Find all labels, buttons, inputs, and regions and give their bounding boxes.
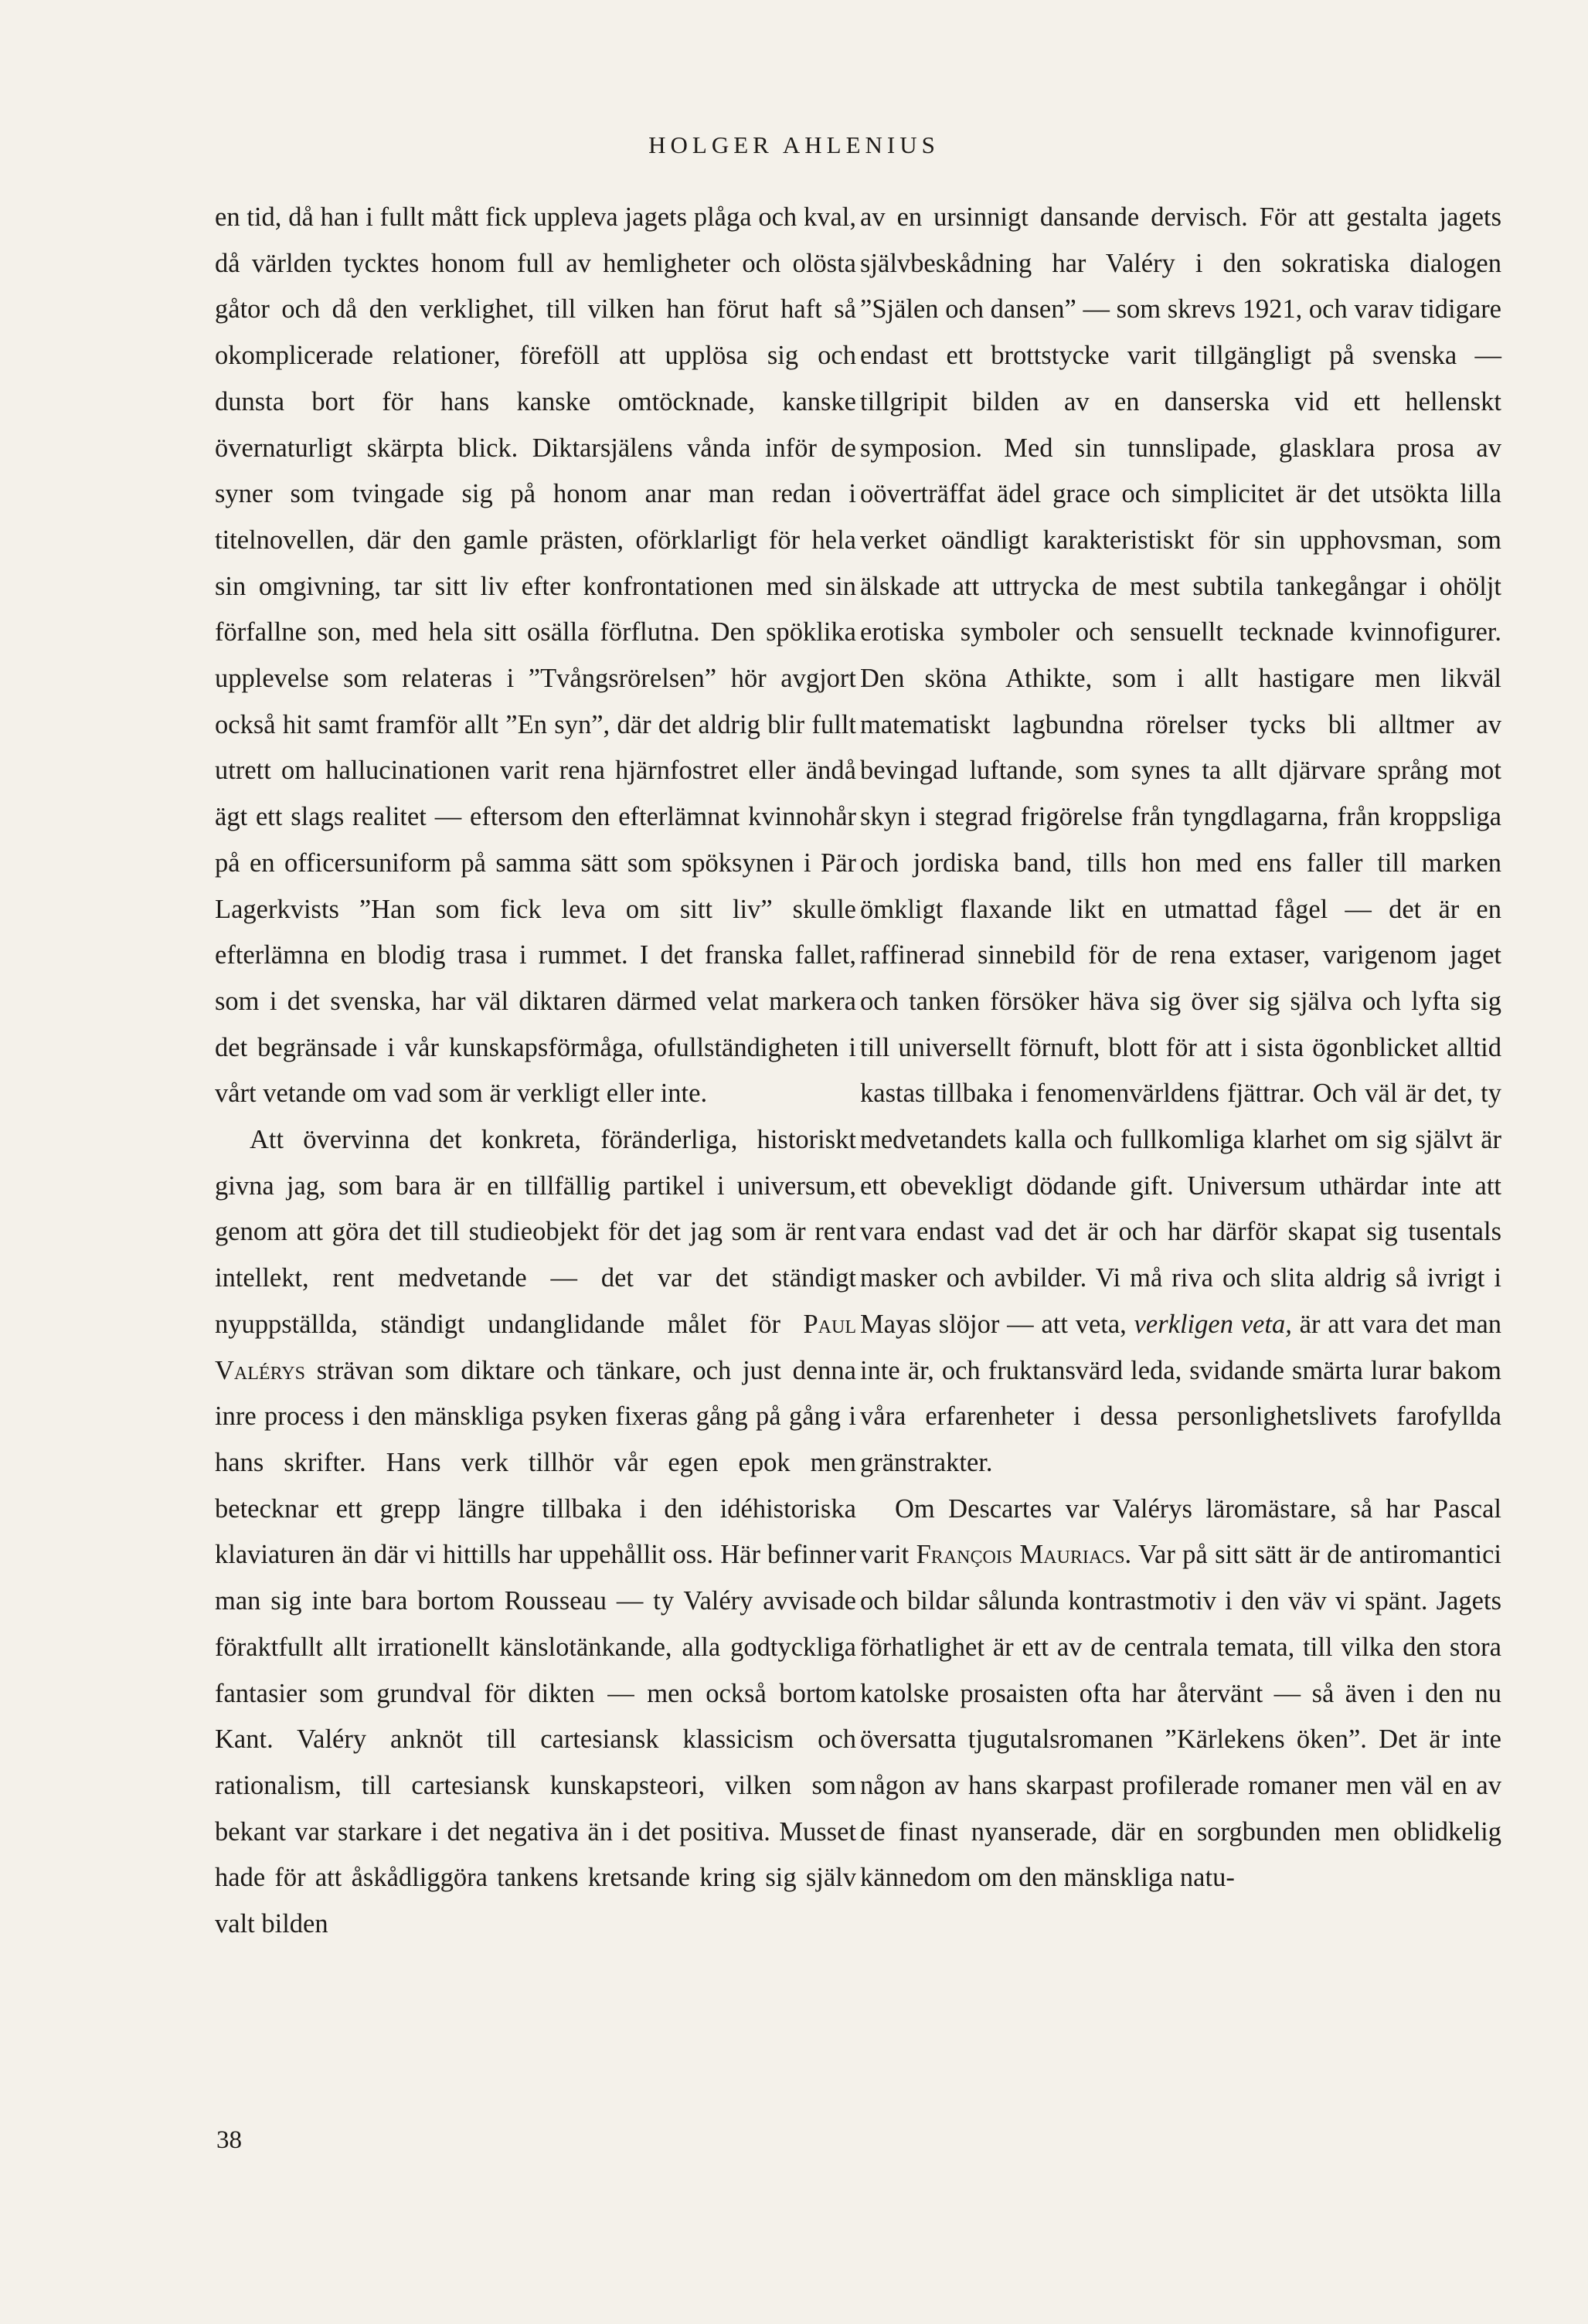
paragraph-text: Om Descartes var Valérys läromästare, så har Pascal varit (860, 1493, 1501, 1570)
author-name: François (916, 1540, 1013, 1570)
paragraph-text: är att vara det man inte är, och fruktansvärd leda, svidande smärta lurar bakom våra erfarenheter i dessa personlighetslivets farofyllda gränstrakter. (860, 1309, 1502, 1477)
paragraph (215, 1117, 856, 1948)
paragraph (860, 1486, 1501, 1901)
paragraph: en tid, då han i fullt mått fick uppleva jagets plåga och kval, då världen tycktes honom full av hemligheter och olösta gåtor och då den verklighet, till vilken han förut haft så okomplicerade relationer, föreföll att upplösa sig och dunsta bort för hans kanske omtöcknade, kanske övernaturligt skärpta blick. Diktarsjälens vånda inför de syner som tvingade sig på honom anar man redan i titelnovellen, där den gamle prästen, oförklarligt för hela sin omgivning, tar sitt liv efter konfrontationen med sin förfallne son, med hela sitt osälla förflutna. Den spöklika upplevelse som relateras i ”Tvångsrörelsen” hör avgjort också hit samt framför allt ”En syn”, där det aldrig blir fullt utrett om hallucinationen varit rena hjärnfostret eller ändå ägt ett slags realitet — eftersom den efterlämnat kvinnohår på en officersuniform på samma sätt som spöksynen i Pär Lagerkvists ”Han som fick leva om sitt liv” skulle efterlämna en blodig trasa i rummet. I det franska fallet, som i det svenska, har väl diktaren därmed velat markera det begränsade i vår kunskapsförmåga, ofullständigheten i vårt vetande om vad som är verkligt eller inte. (215, 202, 856, 1109)
left-column (215, 195, 856, 1948)
paragraph-text: strävan som diktare och tänkare, och just denna inre process i den mänskliga psyken fixeras gång på gång i hans skrifter. Hans verk tillhör vår egen epok men betecknar ett grepp längre tillbaka i den idéhistoriska klaviaturen än där vi hittills har uppehållit oss. Här befinner man sig inte bara bortom Rousseau — ty Valéry avvisade föraktfullt allt irrationellt känslotänkande, alla godtyckliga fantasier som grundval för dikten — men också bortom Kant. Valéry anknöt till cartesiansk klassicism och rationalism, till cartesiansk kunskapsteori, vilken som bekant var starkare i det negativa än i det positiva. Musset hade för att åskådliggöra tankens kretsande kring sig själv valt bilden (215, 1355, 856, 1939)
paragraph-text: . Var på sitt sätt är de antiromantici och bildar sålunda kontrastmotiv i den väv vi spänt. Jagets förhatlighet är ett av de centrala temata, till vilka den stora katolske prosaisten ofta har återvänt — så även i den nu översatta tjugutalsromanen ”Kärlekens öken”. Det är inte någon av hans skarpast profilerade romaner men väl en av de finast nyanserade, där en sorgbunden men oblidkelig kännedom om den mänskliga natu- (860, 1540, 1501, 1893)
running-head: HOLGER AHLENIUS (648, 131, 940, 158)
paragraph-text: Att övervinna det konkreta, föränderliga, historiskt givna jag, som bara är en tillfällig partikel i universum, genom att göra det till studieobjekt för det jag som är rent intellekt, rent medvetande — det var det ständigt nyuppställda, ständigt undanglidande målet för (215, 1125, 856, 1339)
page-number: 38 (216, 2126, 242, 2154)
paragraph (860, 195, 1501, 1486)
emphasis: verkligen veta, (1134, 1309, 1292, 1339)
right-column (860, 195, 1501, 1901)
paragraph-text: av en ursinnigt dansande dervisch. För att gestalta jagets självbeskådning har Valéry i den sokratiska dialogen ”Själen och dansen” — som skrevs 1921, och varav tidigare endast ett brottstycke varit tillgängligt på svenska — tillgripit bilden av en danserska vid ett hellenskt symposion. Med sin tunnslipade, glasklara prosa av oöverträffat ädel grace och simplicitet är det utsökta lilla verket oändligt karakteristiskt för sin upphovsman, som älskade att uttrycka de mest subtila tankegångar i ohöljt erotiska symboler och sensuellt tecknade kvinnofigurer. Den sköna Athikte, som i allt hastigare men likväl matematiskt lagbundna rörelser tycks bli alltmer av bevingad luftande, som synes ta allt djärvare språng mot skyn i stegrad frigörelse från tyngdlagarna, från kroppsliga och jordiska band, tills hon med ens faller till marken ömkligt flaxande likt en utmattad fågel — det är en raffinerad sinnebild för de rena extaser, varigenom jaget och tanken försöker häva sig över sig själva och lyfta sig till universellt förnuft, blott för att i sista ögonblicket alltid kastas tillbaka i fenomenvärldens fjättrar. Och väl är det, ty medvetandets kalla och fullkomliga klarhet om sig självt är ett obevekligt dödande gift. Universum uthärdar inte att vara endast vad det är och har därför skapat sig tusentals masker och avbilder. Vi må riva och slita aldrig så ivrigt i Mayas slöjor — att veta, (860, 202, 1501, 1339)
author-name: Valérys (215, 1355, 305, 1385)
author-name: Mauriacs (1019, 1540, 1125, 1570)
author-name: Paul (803, 1309, 856, 1339)
